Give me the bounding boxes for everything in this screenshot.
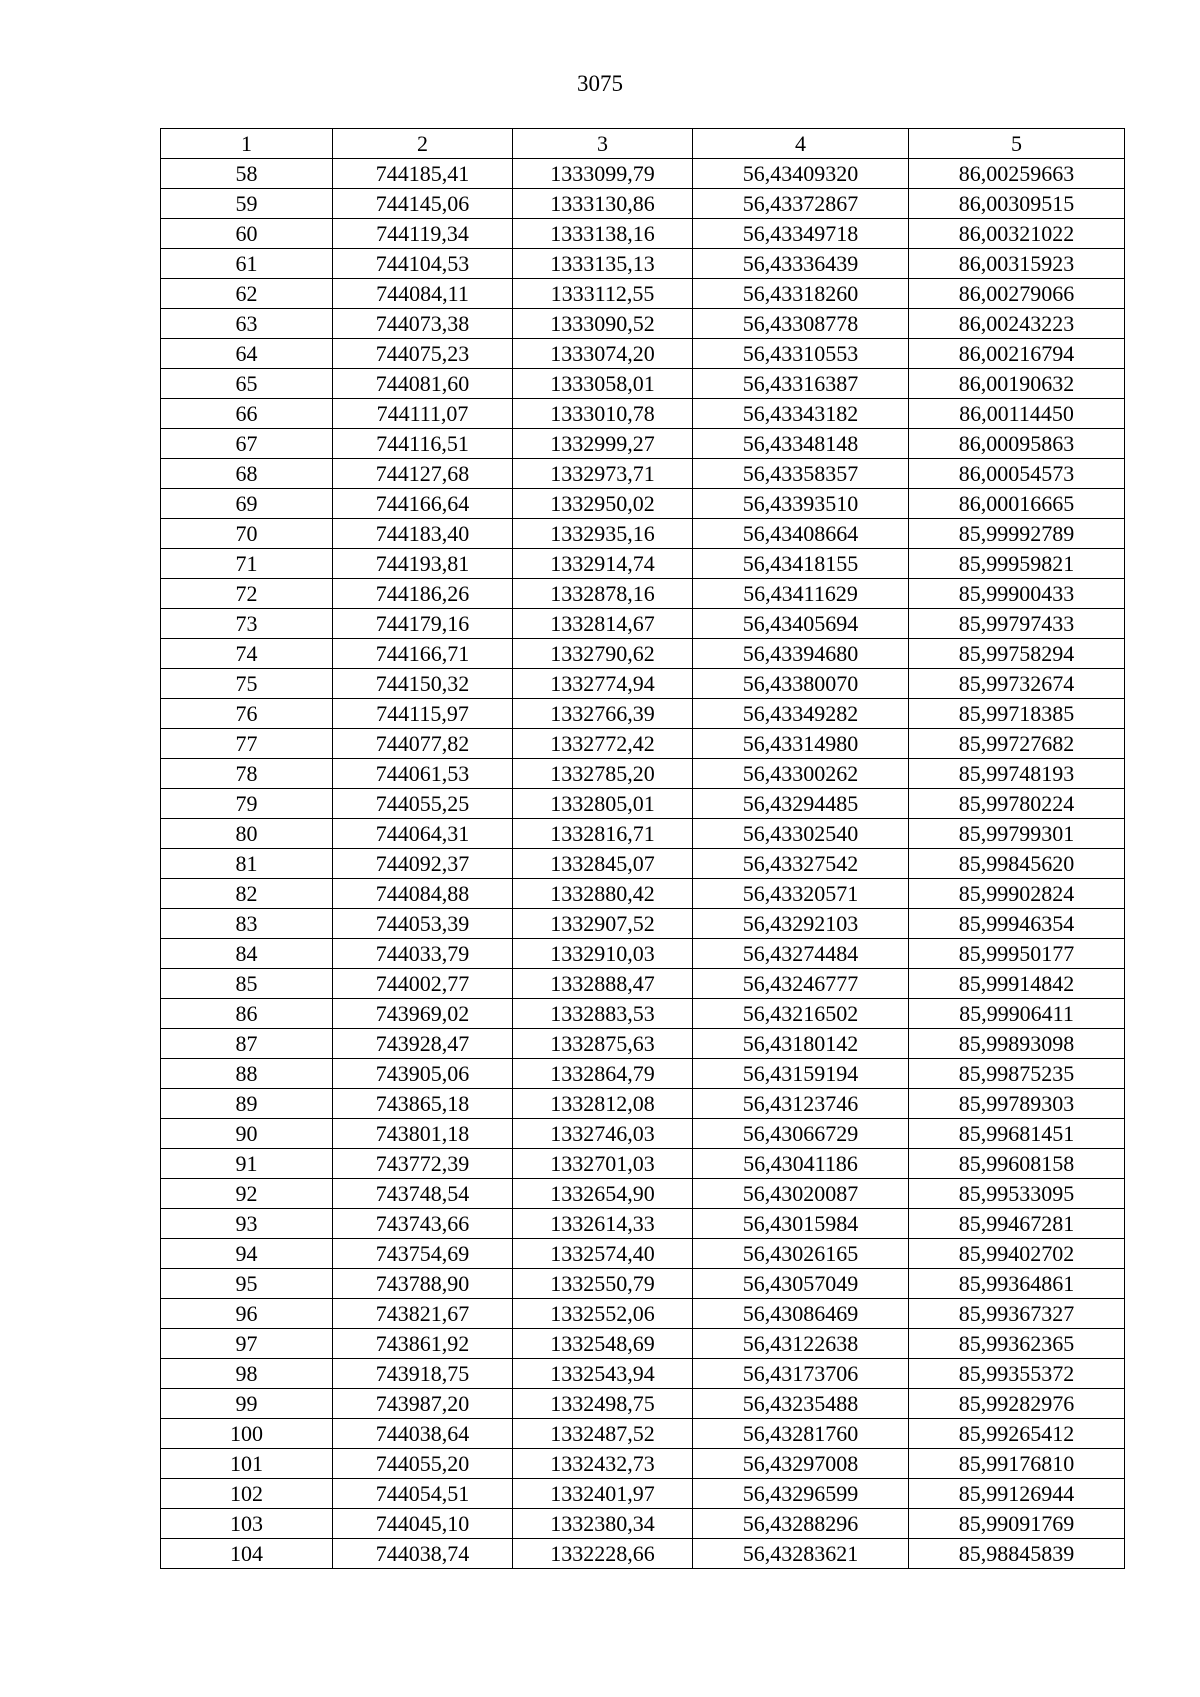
table-row (161, 1029, 1125, 1059)
column-header: 4 (693, 129, 909, 159)
table-cell: 80 (161, 819, 333, 849)
table-cell: 56,43180142 (693, 1029, 909, 1059)
table-row (161, 1539, 1125, 1569)
table-cell: 58 (161, 159, 333, 189)
table-cell: 79 (161, 789, 333, 819)
table-cell: 744054,51 (333, 1479, 513, 1509)
table-cell: 85,99718385 (909, 699, 1125, 729)
table-cell: 85,99906411 (909, 999, 1125, 1029)
table-cell: 1332805,01 (513, 789, 693, 819)
table-cell: 743743,66 (333, 1209, 513, 1239)
table-cell: 56,43393510 (693, 489, 909, 519)
table-cell: 1332814,67 (513, 609, 693, 639)
table-cell: 69 (161, 489, 333, 519)
table-cell: 85,99959821 (909, 549, 1125, 579)
table-cell: 1332816,71 (513, 819, 693, 849)
table-cell: 1332772,42 (513, 729, 693, 759)
table-cell: 56,43300262 (693, 759, 909, 789)
table-row (161, 1059, 1125, 1089)
table-cell: 88 (161, 1059, 333, 1089)
table-row (161, 1269, 1125, 1299)
table-cell: 86,00321022 (909, 219, 1125, 249)
table-cell: 71 (161, 549, 333, 579)
table-cell: 82 (161, 879, 333, 909)
table-cell: 744084,88 (333, 879, 513, 909)
table-cell: 56,43066729 (693, 1119, 909, 1149)
table-cell: 86,00190632 (909, 369, 1125, 399)
table-cell: 1332552,06 (513, 1299, 693, 1329)
table-cell: 85 (161, 969, 333, 999)
table-cell: 743772,39 (333, 1149, 513, 1179)
table-cell: 743801,18 (333, 1119, 513, 1149)
table-cell: 85,99176810 (909, 1449, 1125, 1479)
table-cell: 56,43358357 (693, 459, 909, 489)
table-cell: 94 (161, 1239, 333, 1269)
table-cell: 744002,77 (333, 969, 513, 999)
table-cell: 85,99367327 (909, 1299, 1125, 1329)
page-number: 3075 (577, 71, 623, 96)
table-cell: 85,99608158 (909, 1149, 1125, 1179)
table-cell: 56,43296599 (693, 1479, 909, 1509)
table-row (161, 699, 1125, 729)
table-cell: 1333135,13 (513, 249, 693, 279)
table-cell: 85,99402702 (909, 1239, 1125, 1269)
table-cell: 85,99900433 (909, 579, 1125, 609)
table-cell: 743865,18 (333, 1089, 513, 1119)
table-cell: 1332785,20 (513, 759, 693, 789)
table-cell: 56,43349718 (693, 219, 909, 249)
table-cell: 1333090,52 (513, 309, 693, 339)
table-cell: 68 (161, 459, 333, 489)
table-cell: 99 (161, 1389, 333, 1419)
column-header: 2 (333, 129, 513, 159)
table-cell: 85,99362365 (909, 1329, 1125, 1359)
table-cell: 85,99681451 (909, 1119, 1125, 1149)
table-cell: 1332999,27 (513, 429, 693, 459)
table-cell: 101 (161, 1449, 333, 1479)
table-cell: 56,43409320 (693, 159, 909, 189)
table-cell: 744145,06 (333, 189, 513, 219)
table-cell: 56,43041186 (693, 1149, 909, 1179)
table-row (161, 1209, 1125, 1239)
table-row (161, 1149, 1125, 1179)
table-cell: 744119,34 (333, 219, 513, 249)
table-cell: 56,43327542 (693, 849, 909, 879)
table-row (161, 429, 1125, 459)
table-cell: 56,43173706 (693, 1359, 909, 1389)
table-row (161, 309, 1125, 339)
table-cell: 90 (161, 1119, 333, 1149)
table-cell: 743928,47 (333, 1029, 513, 1059)
table-cell: 75 (161, 669, 333, 699)
table-cell: 76 (161, 699, 333, 729)
table-cell: 85,99282976 (909, 1389, 1125, 1419)
table-cell: 85,99893098 (909, 1029, 1125, 1059)
table-cell: 56,43308778 (693, 309, 909, 339)
table-cell: 743905,06 (333, 1059, 513, 1089)
table-cell: 73 (161, 609, 333, 639)
table-cell: 59 (161, 189, 333, 219)
table-cell: 1333099,79 (513, 159, 693, 189)
table-cell: 74 (161, 639, 333, 669)
table-cell: 85,99799301 (909, 819, 1125, 849)
table-cell: 743918,75 (333, 1359, 513, 1389)
table-cell: 743788,90 (333, 1269, 513, 1299)
table-cell: 1332228,66 (513, 1539, 693, 1569)
table-cell: 56,43314980 (693, 729, 909, 759)
table-cell: 84 (161, 939, 333, 969)
table-cell: 744081,60 (333, 369, 513, 399)
table-cell: 86,00016665 (909, 489, 1125, 519)
table-cell: 56,43408664 (693, 519, 909, 549)
table-cell: 85,99845620 (909, 849, 1125, 879)
table-row (161, 729, 1125, 759)
table-cell: 1333112,55 (513, 279, 693, 309)
table-row (161, 399, 1125, 429)
table-cell: 56,43411629 (693, 579, 909, 609)
table-row (161, 189, 1125, 219)
table-cell: 1332950,02 (513, 489, 693, 519)
table-row (161, 1479, 1125, 1509)
table-cell: 1332774,94 (513, 669, 693, 699)
table-cell: 744127,68 (333, 459, 513, 489)
table-cell: 744193,81 (333, 549, 513, 579)
table-cell: 56,43336439 (693, 249, 909, 279)
table-row (161, 789, 1125, 819)
table-cell: 86,00279066 (909, 279, 1125, 309)
table-cell: 1332935,16 (513, 519, 693, 549)
table-cell: 85,99789303 (909, 1089, 1125, 1119)
table-cell: 85,99902824 (909, 879, 1125, 909)
table-cell: 85,99091769 (909, 1509, 1125, 1539)
table-cell: 86,00114450 (909, 399, 1125, 429)
table-cell: 56,43297008 (693, 1449, 909, 1479)
table-cell: 56,43086469 (693, 1299, 909, 1329)
table-cell: 56,43294485 (693, 789, 909, 819)
table-cell: 743969,02 (333, 999, 513, 1029)
table-row (161, 939, 1125, 969)
table-row (161, 339, 1125, 369)
table-cell: 103 (161, 1509, 333, 1539)
table-cell: 98 (161, 1359, 333, 1389)
table-cell: 81 (161, 849, 333, 879)
table-cell: 743754,69 (333, 1239, 513, 1269)
table-row (161, 909, 1125, 939)
table-cell: 56,43380070 (693, 669, 909, 699)
table-cell: 56,43292103 (693, 909, 909, 939)
table-cell: 56,43343182 (693, 399, 909, 429)
table-header-row (161, 129, 1125, 159)
table-cell: 744061,53 (333, 759, 513, 789)
table-cell: 100 (161, 1419, 333, 1449)
table-cell: 85,99946354 (909, 909, 1125, 939)
table-cell: 1332498,75 (513, 1389, 693, 1419)
column-header: 5 (909, 129, 1125, 159)
table-cell: 93 (161, 1209, 333, 1239)
table-cell: 1332380,34 (513, 1509, 693, 1539)
table-cell: 104 (161, 1539, 333, 1569)
table-cell: 56,43274484 (693, 939, 909, 969)
table-row (161, 249, 1125, 279)
table-cell: 744116,51 (333, 429, 513, 459)
table-cell: 744186,26 (333, 579, 513, 609)
table-cell: 744185,41 (333, 159, 513, 189)
table-cell: 78 (161, 759, 333, 789)
table-cell: 744179,16 (333, 609, 513, 639)
table-row (161, 609, 1125, 639)
table-row (161, 159, 1125, 189)
table-row (161, 579, 1125, 609)
table-cell: 56,43310553 (693, 339, 909, 369)
table-cell: 85,99992789 (909, 519, 1125, 549)
table-cell: 1333074,20 (513, 339, 693, 369)
table-cell: 56,43288296 (693, 1509, 909, 1539)
table-cell: 1332910,03 (513, 939, 693, 969)
table-cell: 60 (161, 219, 333, 249)
table-cell: 85,99265412 (909, 1419, 1125, 1449)
table-cell: 744033,79 (333, 939, 513, 969)
table-row (161, 1089, 1125, 1119)
table-cell: 64 (161, 339, 333, 369)
table-row (161, 999, 1125, 1029)
table-cell: 744092,37 (333, 849, 513, 879)
table-cell: 1332812,08 (513, 1089, 693, 1119)
table-cell: 56,43394680 (693, 639, 909, 669)
column-header: 3 (513, 129, 693, 159)
table-cell: 744064,31 (333, 819, 513, 849)
table-cell: 85,99748193 (909, 759, 1125, 789)
table-cell: 85,99355372 (909, 1359, 1125, 1389)
table-cell: 85,99875235 (909, 1059, 1125, 1089)
table-cell: 743861,92 (333, 1329, 513, 1359)
table-cell: 56,43372867 (693, 189, 909, 219)
table-row (161, 1239, 1125, 1269)
table-cell: 56,43281760 (693, 1419, 909, 1449)
table-cell: 86,00216794 (909, 339, 1125, 369)
table-cell: 1333010,78 (513, 399, 693, 429)
table-row (161, 819, 1125, 849)
table-cell: 56,43316387 (693, 369, 909, 399)
table-cell: 56,43026165 (693, 1239, 909, 1269)
table-cell: 1332401,97 (513, 1479, 693, 1509)
table-row (161, 669, 1125, 699)
table-cell: 744038,64 (333, 1419, 513, 1449)
table-cell: 1332888,47 (513, 969, 693, 999)
table-cell: 85,99797433 (909, 609, 1125, 639)
table-cell: 86,00054573 (909, 459, 1125, 489)
table-cell: 56,43020087 (693, 1179, 909, 1209)
table-cell: 85,99533095 (909, 1179, 1125, 1209)
table-cell: 1332880,42 (513, 879, 693, 909)
table-cell: 86,00315923 (909, 249, 1125, 279)
table-cell: 85,99758294 (909, 639, 1125, 669)
column-header: 1 (161, 129, 333, 159)
table-cell: 56,43159194 (693, 1059, 909, 1089)
table-cell: 86,00309515 (909, 189, 1125, 219)
table-cell: 1332878,16 (513, 579, 693, 609)
table-cell: 86,00259663 (909, 159, 1125, 189)
table-row (161, 1509, 1125, 1539)
table-row (161, 879, 1125, 909)
table-cell: 56,43283621 (693, 1539, 909, 1569)
table-cell: 744075,23 (333, 339, 513, 369)
table-cell: 56,43015984 (693, 1209, 909, 1239)
table-cell: 1332790,62 (513, 639, 693, 669)
table-cell: 1332548,69 (513, 1329, 693, 1359)
table-row (161, 969, 1125, 999)
table-cell: 65 (161, 369, 333, 399)
table-body (161, 159, 1125, 1569)
table-cell: 744183,40 (333, 519, 513, 549)
table-cell: 86,00243223 (909, 309, 1125, 339)
table-cell: 56,43349282 (693, 699, 909, 729)
table-cell: 744084,11 (333, 279, 513, 309)
table-row (161, 1329, 1125, 1359)
table-cell: 1332883,53 (513, 999, 693, 1029)
table-cell: 86,00095863 (909, 429, 1125, 459)
table-cell: 1332550,79 (513, 1269, 693, 1299)
table-cell: 1333058,01 (513, 369, 693, 399)
table-row (161, 759, 1125, 789)
table-cell: 56,43123746 (693, 1089, 909, 1119)
table-cell: 744166,64 (333, 489, 513, 519)
table-cell: 744045,10 (333, 1509, 513, 1539)
table-row (161, 459, 1125, 489)
table-cell: 91 (161, 1149, 333, 1179)
table-row (161, 1449, 1125, 1479)
table-cell: 744077,82 (333, 729, 513, 759)
table-cell: 1332845,07 (513, 849, 693, 879)
table-cell: 744111,07 (333, 399, 513, 429)
table-cell: 72 (161, 579, 333, 609)
table-row (161, 1299, 1125, 1329)
table-cell: 743987,20 (333, 1389, 513, 1419)
table-cell: 97 (161, 1329, 333, 1359)
table-cell: 70 (161, 519, 333, 549)
table-cell: 102 (161, 1479, 333, 1509)
table-row (161, 1419, 1125, 1449)
table-cell: 83 (161, 909, 333, 939)
table-cell: 1332766,39 (513, 699, 693, 729)
table-cell: 86 (161, 999, 333, 1029)
table-cell: 56,43246777 (693, 969, 909, 999)
table-cell: 85,99950177 (909, 939, 1125, 969)
table-cell: 744150,32 (333, 669, 513, 699)
table-cell: 1332543,94 (513, 1359, 693, 1389)
table-cell: 85,99914842 (909, 969, 1125, 999)
table-cell: 56,43302540 (693, 819, 909, 849)
table-cell: 56,43418155 (693, 549, 909, 579)
table-row (161, 1389, 1125, 1419)
table-cell: 56,43235488 (693, 1389, 909, 1419)
table-row (161, 369, 1125, 399)
table-row (161, 639, 1125, 669)
table-cell: 61 (161, 249, 333, 279)
table-row (161, 489, 1125, 519)
table-cell: 95 (161, 1269, 333, 1299)
table-cell: 1332746,03 (513, 1119, 693, 1149)
table-cell: 63 (161, 309, 333, 339)
table-cell: 743821,67 (333, 1299, 513, 1329)
table-cell: 85,99732674 (909, 669, 1125, 699)
table-cell: 85,99780224 (909, 789, 1125, 819)
table-cell: 85,98845839 (909, 1539, 1125, 1569)
table-cell: 744055,20 (333, 1449, 513, 1479)
table-cell: 1333138,16 (513, 219, 693, 249)
table-row (161, 219, 1125, 249)
table-cell: 56,43216502 (693, 999, 909, 1029)
table-cell: 56,43320571 (693, 879, 909, 909)
table-row (161, 849, 1125, 879)
table-cell: 1332864,79 (513, 1059, 693, 1089)
table-row (161, 1359, 1125, 1389)
table-cell: 66 (161, 399, 333, 429)
table-cell: 87 (161, 1029, 333, 1059)
table-cell: 1332614,33 (513, 1209, 693, 1239)
table-cell: 56,43122638 (693, 1329, 909, 1359)
table-cell: 77 (161, 729, 333, 759)
table-cell: 1333130,86 (513, 189, 693, 219)
table-cell: 744053,39 (333, 909, 513, 939)
table-cell: 62 (161, 279, 333, 309)
table-cell: 85,99467281 (909, 1209, 1125, 1239)
table-cell: 1332701,03 (513, 1149, 693, 1179)
table-cell: 67 (161, 429, 333, 459)
table-cell: 56,43348148 (693, 429, 909, 459)
table-cell: 744055,25 (333, 789, 513, 819)
table-cell: 1332875,63 (513, 1029, 693, 1059)
table-row (161, 1119, 1125, 1149)
table-cell: 85,99364861 (909, 1269, 1125, 1299)
table-cell: 56,43057049 (693, 1269, 909, 1299)
table-cell: 743748,54 (333, 1179, 513, 1209)
table-row (161, 279, 1125, 309)
table-cell: 1332432,73 (513, 1449, 693, 1479)
table-cell: 744073,38 (333, 309, 513, 339)
table-cell: 85,99126944 (909, 1479, 1125, 1509)
table-row (161, 549, 1125, 579)
table-cell: 1332914,74 (513, 549, 693, 579)
coordinates-table (160, 128, 1125, 1569)
table-cell: 85,99727682 (909, 729, 1125, 759)
table-row (161, 519, 1125, 549)
table-cell: 89 (161, 1089, 333, 1119)
table-cell: 1332487,52 (513, 1419, 693, 1449)
table-cell: 56,43405694 (693, 609, 909, 639)
table-cell: 1332654,90 (513, 1179, 693, 1209)
table-cell: 92 (161, 1179, 333, 1209)
table-cell: 744115,97 (333, 699, 513, 729)
table-cell: 744104,53 (333, 249, 513, 279)
table-cell: 744038,74 (333, 1539, 513, 1569)
table-cell: 96 (161, 1299, 333, 1329)
table-cell: 1332907,52 (513, 909, 693, 939)
table-row (161, 1179, 1125, 1209)
table-cell: 1332574,40 (513, 1239, 693, 1269)
table-cell: 1332973,71 (513, 459, 693, 489)
table-cell: 56,43318260 (693, 279, 909, 309)
table-cell: 744166,71 (333, 639, 513, 669)
